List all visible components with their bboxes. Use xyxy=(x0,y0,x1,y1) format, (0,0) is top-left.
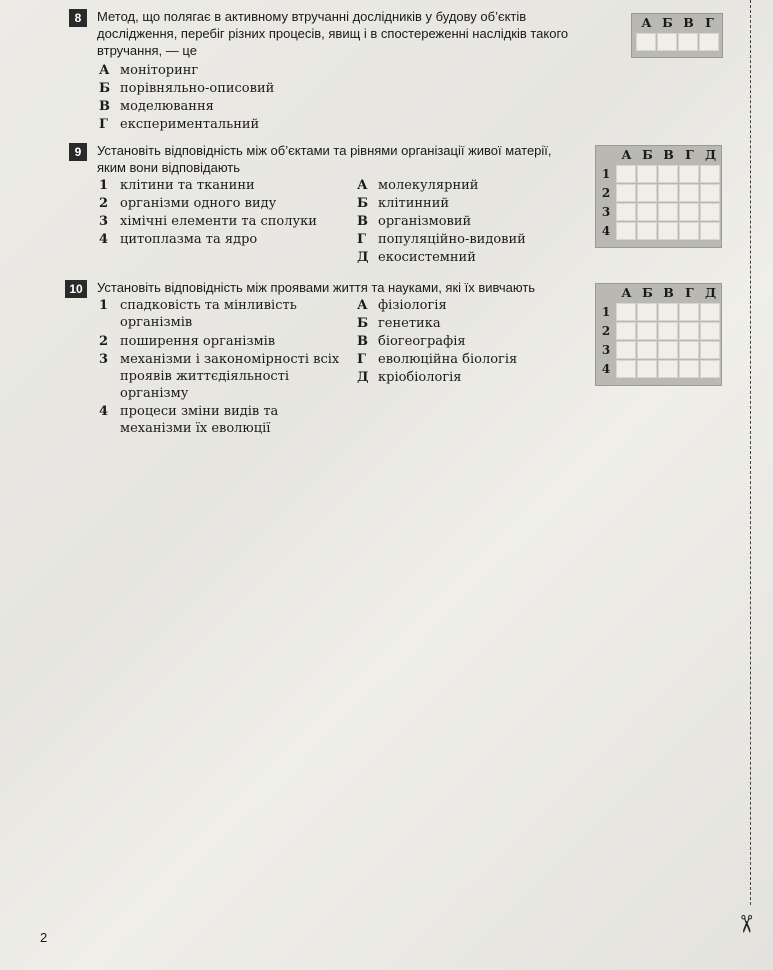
item-key: 4 xyxy=(99,404,109,419)
q10-right-item-b xyxy=(357,315,441,332)
cut-line xyxy=(750,0,751,905)
answer-cell[interactable] xyxy=(637,222,657,240)
answer-cell[interactable] xyxy=(616,165,636,183)
q9-right-item-g xyxy=(357,231,526,248)
option-text: порівняльно-описовий xyxy=(120,81,275,96)
q8-option-a[interactable] xyxy=(99,62,198,79)
item-key: 2 xyxy=(99,334,109,349)
item-text: кріобіологія xyxy=(378,370,462,385)
item-key: 1 xyxy=(99,178,109,193)
q10-right-item-d xyxy=(357,369,462,386)
answer-col-label: Г xyxy=(685,285,694,300)
q10-left-item-2 xyxy=(99,333,325,350)
item-text: хімічні елементи та сполуки xyxy=(120,214,317,229)
option-text: моніторинг xyxy=(120,63,199,78)
answer-cell[interactable] xyxy=(700,222,720,240)
item-key: А xyxy=(357,178,368,193)
q10-right-item-v xyxy=(357,333,466,350)
question-number-8: 8 xyxy=(69,9,87,27)
q9-left-item-3 xyxy=(99,213,317,230)
item-key: Б xyxy=(357,316,369,331)
answer-cell[interactable] xyxy=(616,222,636,240)
item-text: популяційно-видовий xyxy=(378,232,526,247)
answer-cell[interactable] xyxy=(658,184,678,202)
item-key: Д xyxy=(357,250,369,265)
item-key: Д xyxy=(357,370,369,385)
answer-col-label: В xyxy=(663,147,674,162)
item-key: Г xyxy=(357,352,366,367)
item-text: генетика xyxy=(378,316,441,331)
item-key: В xyxy=(357,334,368,349)
answer-cell[interactable] xyxy=(679,303,699,321)
item-key: В xyxy=(357,214,368,229)
answer-cell[interactable] xyxy=(658,322,678,340)
q10-left-item-4 xyxy=(99,403,325,437)
q9-right-item-a xyxy=(357,177,478,194)
answer-col-label: А xyxy=(621,285,632,300)
answer-row-label: 2 xyxy=(601,323,611,338)
answer-row-label: 3 xyxy=(601,204,611,219)
answer-cell[interactable] xyxy=(658,165,678,183)
item-text: еволюційна біологія xyxy=(378,352,518,367)
option-text: експериментальний xyxy=(120,117,260,132)
item-text: спадковість та мінливість організмів xyxy=(120,298,297,330)
answer-cell[interactable] xyxy=(699,33,719,51)
answer-cell[interactable] xyxy=(658,222,678,240)
answer-grid-header xyxy=(596,284,721,302)
answer-row-label: 3 xyxy=(601,342,611,357)
page-number: 2 xyxy=(40,930,48,945)
option-key: Б xyxy=(99,81,111,96)
answer-col-label: А xyxy=(621,147,632,162)
answer-col-label: Б xyxy=(642,285,653,300)
answer-col-label: Г xyxy=(705,15,714,30)
answer-cell[interactable] xyxy=(679,360,699,378)
answer-col-label: Д xyxy=(704,147,717,162)
answer-col-label: А xyxy=(641,15,652,30)
item-key: 3 xyxy=(99,352,109,367)
answer-col-label: Г xyxy=(685,147,694,162)
question-10-stem: Установіть відповідність між проявами життя та науками, які їх вивчають xyxy=(97,280,536,295)
answer-cell[interactable] xyxy=(637,203,657,221)
answer-cell[interactable] xyxy=(658,360,678,378)
item-text: клітини та тканини xyxy=(120,178,255,193)
item-key: 1 xyxy=(99,298,109,313)
answer-row-label: 4 xyxy=(601,361,611,376)
answer-col-label: Б xyxy=(662,15,673,30)
answer-cell[interactable] xyxy=(636,33,656,51)
q9-right-item-v xyxy=(357,213,471,230)
answer-cell[interactable] xyxy=(616,203,636,221)
item-key: Б xyxy=(357,196,369,211)
q10-right-item-a xyxy=(357,297,447,314)
answer-cell[interactable] xyxy=(637,184,657,202)
answer-cell[interactable] xyxy=(637,165,657,183)
item-text: поширення організмів xyxy=(120,334,276,349)
answer-cell[interactable] xyxy=(616,303,636,321)
answer-row-label: 1 xyxy=(601,166,611,181)
answer-cell[interactable] xyxy=(637,341,657,359)
item-text: фізіологія xyxy=(378,298,447,313)
q8-option-g[interactable] xyxy=(99,116,259,133)
answer-cell[interactable] xyxy=(637,360,657,378)
answer-col-label: В xyxy=(683,15,694,30)
option-key: А xyxy=(99,63,110,78)
answer-cell[interactable] xyxy=(679,322,699,340)
q9-left-item-4 xyxy=(99,231,257,248)
item-text: молекулярний xyxy=(378,178,479,193)
answer-cell[interactable] xyxy=(679,341,699,359)
answer-cell[interactable] xyxy=(616,341,636,359)
answer-cell[interactable] xyxy=(678,33,698,51)
q9-left-item-1 xyxy=(99,177,255,194)
answer-row-label: 4 xyxy=(601,223,611,238)
answer-cell[interactable] xyxy=(700,203,720,221)
item-key: 4 xyxy=(99,232,109,247)
scissors-icon: ✂ xyxy=(732,913,761,935)
answer-cell[interactable] xyxy=(657,33,677,51)
answer-col-label: Д xyxy=(704,285,717,300)
option-key: В xyxy=(99,99,110,114)
answer-cell[interactable] xyxy=(616,322,636,340)
option-text: моделювання xyxy=(120,99,214,114)
answer-col-label: В xyxy=(663,285,674,300)
item-text: клітинний xyxy=(378,196,450,211)
item-text: біогеографія xyxy=(378,334,466,349)
q9-answer-grid xyxy=(595,145,722,248)
q10-answer-grid xyxy=(595,283,722,386)
q8-option-v[interactable] xyxy=(99,98,214,115)
answer-grid-header xyxy=(632,14,722,32)
answer-cell[interactable] xyxy=(679,203,699,221)
item-text: механізми і закономірності всіх проявів життєдіяльності організму xyxy=(120,352,340,401)
answer-cell[interactable] xyxy=(658,341,678,359)
answer-cell[interactable] xyxy=(658,203,678,221)
answer-col-label: Б xyxy=(642,147,653,162)
answer-cell[interactable] xyxy=(637,303,657,321)
question-8-stem: Метод, що полягає в активному втручанні дослідників у будову об’єктів дослідження, перебіг різних процесів, явищ і в спостереженні наслідків такого втручання, — це xyxy=(97,9,569,58)
answer-cell[interactable] xyxy=(700,303,720,321)
item-text: цитоплазма та ядро xyxy=(120,232,258,247)
answer-cell[interactable] xyxy=(616,360,636,378)
answer-row-label: 1 xyxy=(601,304,611,319)
answer-grid-header xyxy=(596,146,721,164)
q9-left-item-2 xyxy=(99,195,276,212)
question-9-stem: Установіть відповідність між об’єктами та рівнями організації живої матерії, яким вони відповідають xyxy=(97,143,552,175)
answer-cell[interactable] xyxy=(679,184,699,202)
answer-cell[interactable] xyxy=(637,322,657,340)
answer-cell[interactable] xyxy=(679,222,699,240)
option-key: Г xyxy=(99,117,108,132)
answer-cell[interactable] xyxy=(700,341,720,359)
item-key: 3 xyxy=(99,214,109,229)
item-text: організми одного виду xyxy=(120,196,277,211)
answer-cell[interactable] xyxy=(658,303,678,321)
answer-cell[interactable] xyxy=(700,165,720,183)
answer-cell[interactable] xyxy=(700,360,720,378)
q10-left-item-1 xyxy=(99,297,325,331)
question-number-10: 10 xyxy=(65,280,87,298)
item-text: процеси зміни видів та механізми їх еволюції xyxy=(120,404,279,436)
item-text: організмовий xyxy=(378,214,472,229)
q8-answer-grid xyxy=(631,13,723,58)
answer-cell[interactable] xyxy=(616,184,636,202)
q10-right-item-g xyxy=(357,351,517,368)
item-key: А xyxy=(357,298,368,313)
item-key: 2 xyxy=(99,196,109,211)
answer-cell[interactable] xyxy=(700,184,720,202)
q10-left-item-3 xyxy=(99,351,345,402)
item-text: екосистемний xyxy=(378,250,476,265)
answer-cell[interactable] xyxy=(679,165,699,183)
question-number-9: 9 xyxy=(69,143,87,161)
q9-right-item-b xyxy=(357,195,449,212)
q9-right-item-d xyxy=(357,249,476,266)
answer-cell[interactable] xyxy=(700,322,720,340)
q8-option-b[interactable] xyxy=(99,80,274,97)
answer-row-label: 2 xyxy=(601,185,611,200)
item-key: Г xyxy=(357,232,366,247)
